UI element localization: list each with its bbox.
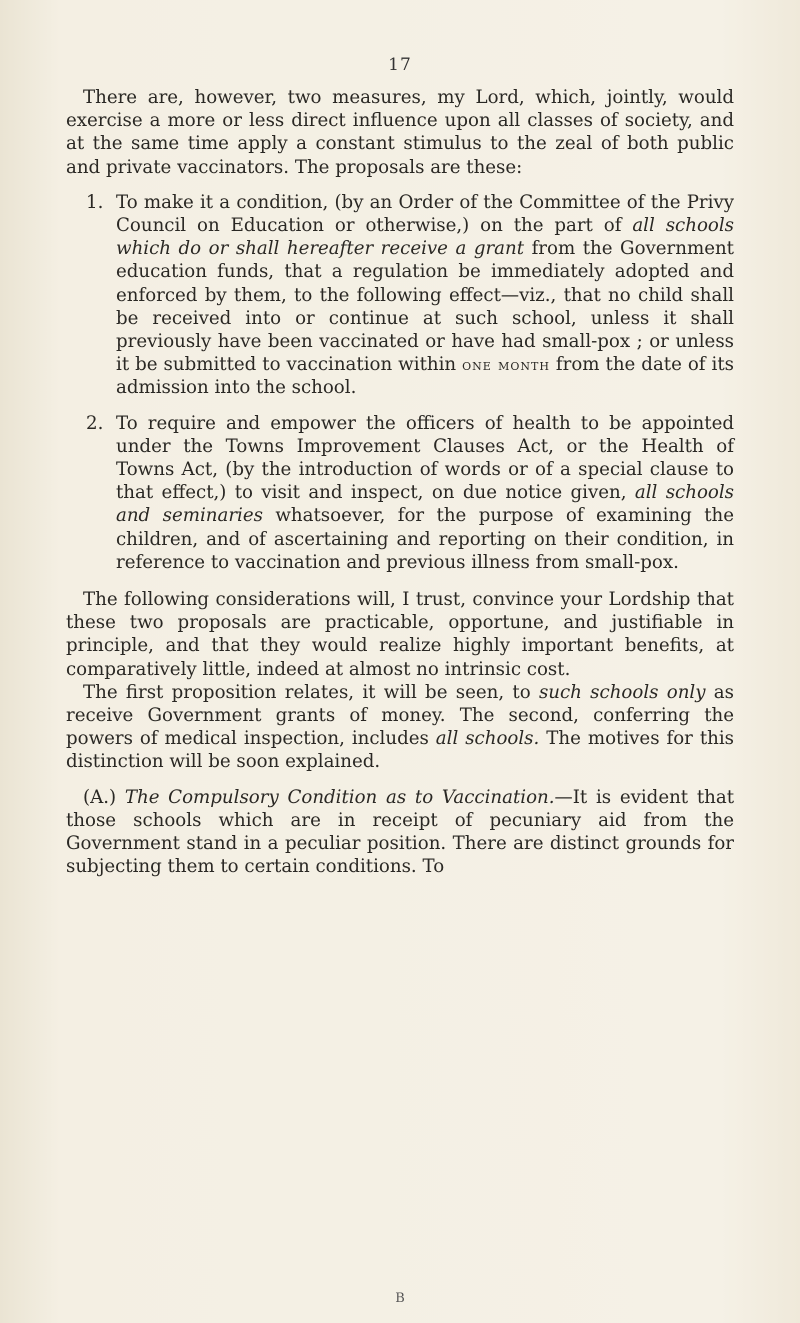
proposal-1-text: To make it a condition, (by an Order of the Committee of the Privy Council on Education or otherwise,) on the part of all schools which do or shall hereafter receive a grant from the Government education funds, that a regulation be immediately adopted and enforced by them, to the following effect—viz., that no child shall be received into or continue at such school, unless it shall previously have been vaccinated or have had small-pox ; or unless it be submitted to vaccination within one month from the date of its admission into the school. xyxy=(116,191,734,399)
section-a-paragraph: (A.) The Compulsory Condition as to Vaccination.—It is evident that those schools which are in receipt of pecuniary aid from the Government stand in a peculiar position. There are distinct grounds for subjecting them to certain conditions. To xyxy=(66,786,735,878)
proposal-2 xyxy=(66,412,734,574)
page-number: 17 xyxy=(388,55,412,75)
intro-paragraph: There are, however, two measures, my Lord, which, jointly, would exercise a more or less direct influence upon all classes of society, and at the same time apply a constant stimulus to the zeal of both public and private vaccinators. The proposals are these: xyxy=(66,87,734,178)
considerations-paragraph: The following considerations will, I trust, convince your Lordship that these two proposals are practicable, opportune, and justifiable in principle, and that they would realize highly important benefits, at comparatively little, indeed at almost no intrinsic cost. xyxy=(66,589,734,680)
section-a-title: The Compulsory Condition as to Vaccination. xyxy=(124,786,555,808)
signature-mark: B xyxy=(395,1291,405,1306)
proposal-2-number: 2. xyxy=(86,412,104,434)
proposal-1-number: 1. xyxy=(86,191,104,213)
proposal-2-text: To require and empower the officers of health to be appointed under the Towns Improvement Clauses Act, or the Health of Towns Act, (by the introduction of words or of a special clause to that effect,) to visit and inspect, on due notice given, all schools and seminaries whatsoever, for the purpose of examining the children, and of ascertaining and reporting on their condition, in reference to vaccination and previous illness from small-pox. xyxy=(116,412,734,573)
section-a-label: (A.) xyxy=(83,786,125,808)
body-text xyxy=(66,86,734,879)
first-proposition-paragraph: The first proposition relates, it will be seen, to such schools only as receive Government grants of money. The second, conferring the powers of medical inspection, includes all schools. The motives for this distinction will be soon explained. xyxy=(66,681,734,773)
proposal-1 xyxy=(66,191,734,400)
